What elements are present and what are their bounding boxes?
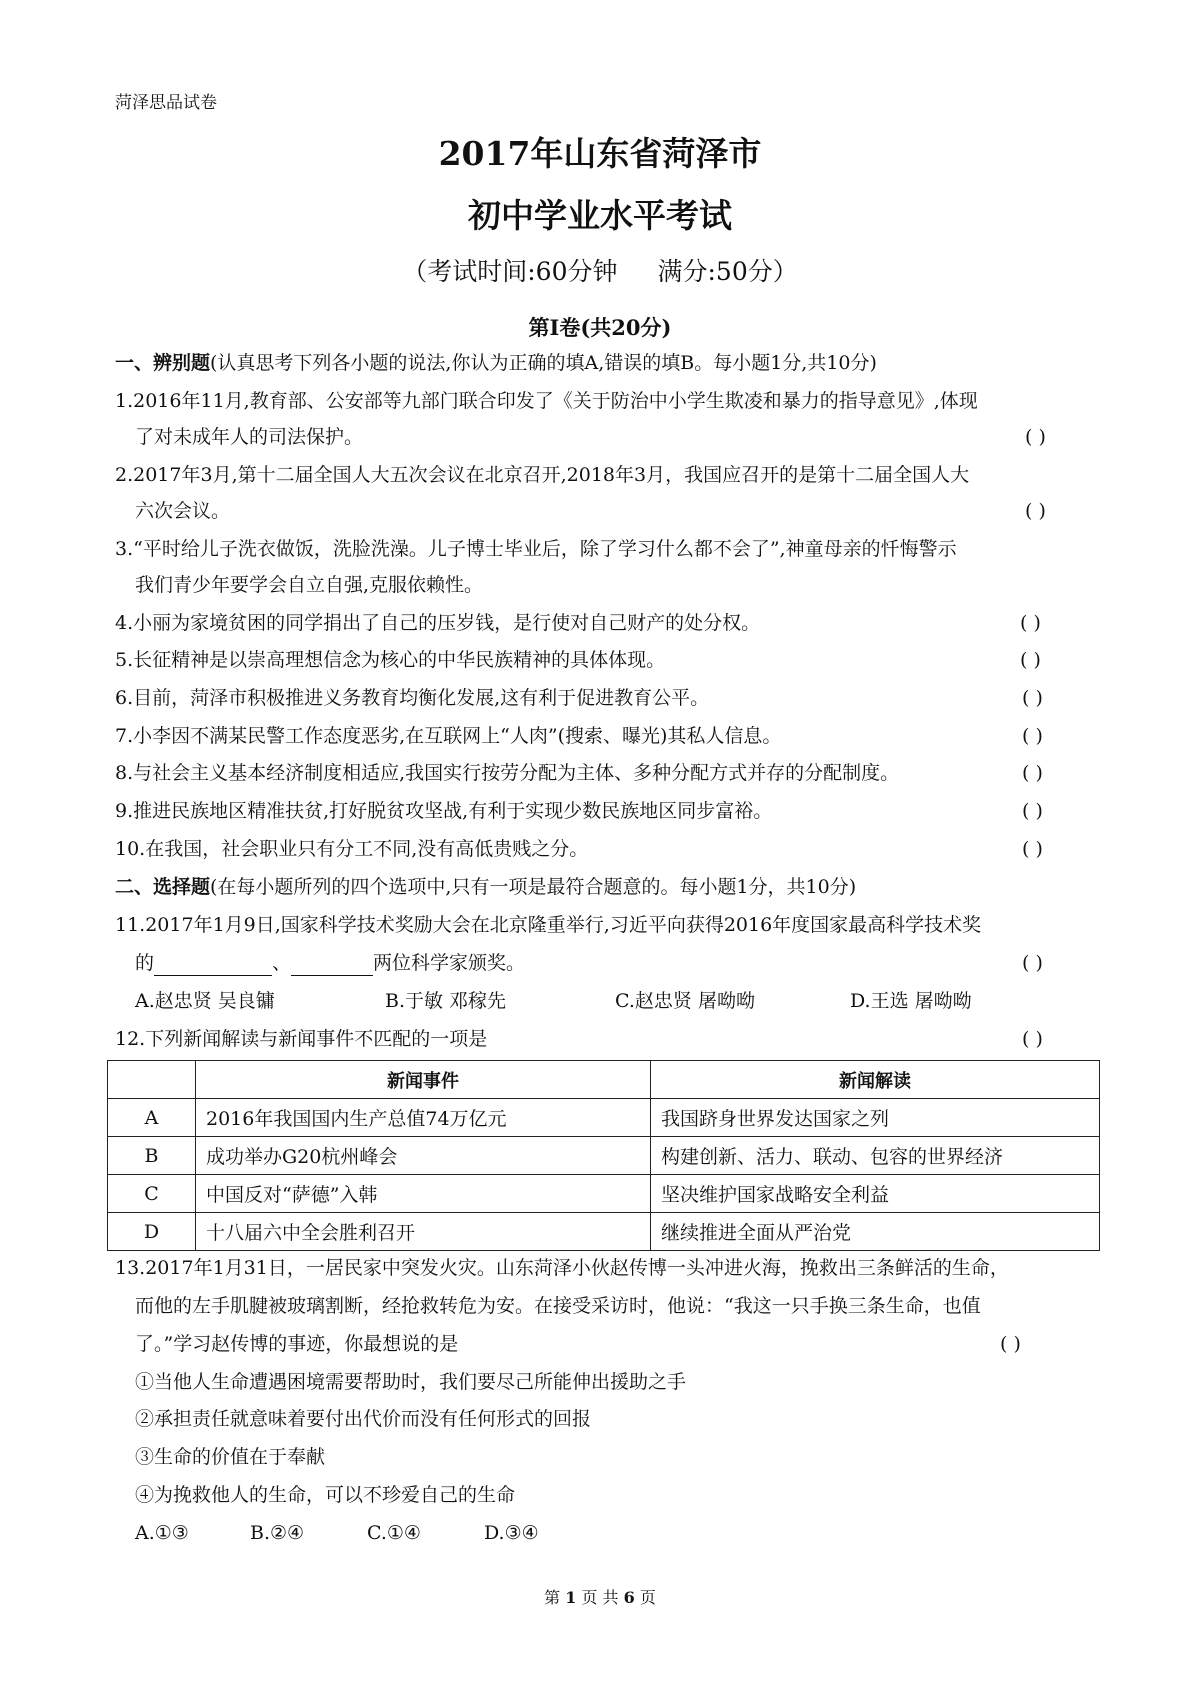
news-event: 中国反对“萨德”入韩 [196, 1175, 651, 1213]
answer-paren-8: ( ) [1022, 762, 1043, 784]
section2-heading: 二、选择题 [115, 876, 211, 898]
question-9: 9.推进民族地区精准扶贫,打好脱贫攻坚战,有利于实现少数民族地区同步富裕。 [115, 800, 773, 822]
section1-instruction: (认真思考下列各小题的说法,你认为正确的填A,错误的填B。每小题1分,共10分) [210, 352, 877, 374]
answer-paren-6: ( ) [1022, 687, 1043, 709]
answer-paren-12: ( ) [1022, 1028, 1043, 1050]
question-11-options [135, 988, 972, 1014]
header-note: 菏泽思品试卷 [115, 93, 217, 113]
question-7: 7.小李因不满某民警工作态度恶劣,在互联网上“人肉”(搜索、曝光)其私人信息。 [115, 725, 782, 747]
row-label: C [108, 1175, 196, 1213]
answer-paren-11: ( ) [1022, 952, 1043, 974]
answer-paren-10: ( ) [1022, 838, 1043, 860]
question-13-line1: 13.2017年1月31日，一居民家中突发火灾。山东菏泽小伙赵传博一头冲进火海，挽救出三条鲜活的生命， [115, 1257, 1009, 1279]
table-header-row [108, 1061, 1100, 1099]
question-2-line1: 2.2017年3月,第十二届全国人大五次会议在北京召开,2018年3月，我国应召开的是第十二届全国人大 [115, 464, 970, 486]
fill-blank-1[interactable] [154, 955, 272, 976]
question-3-line1: 3.“平时给儿子洗衣做饭，洗脸洗澡。儿子博士毕业后，除了学习什么都不会了”,神童母亲的忏悔警示 [115, 538, 957, 560]
question-3-line2: 我们青少年要学会自立自强,克服依赖性。 [135, 574, 484, 596]
section1-heading: 一、辨别题 [115, 352, 211, 374]
q11-post: 两位科学家颁奖。 [373, 952, 526, 974]
row-label: D [108, 1213, 196, 1251]
footer-pre: 第 [544, 1588, 561, 1607]
option-d: D.③④ [484, 1522, 539, 1544]
question-11-line2 [135, 950, 525, 976]
footer-mid: 页 共 [581, 1588, 619, 1607]
exam-time: （考试时间:60分钟 [402, 257, 618, 286]
question-13-line2: 而他的左手肌腱被玻璃割断，经抢救转危为安。在接受采访时，他说：“我这一只手换三条生命，也值 [135, 1295, 981, 1317]
exam-info [0, 252, 1200, 288]
option-a: A.①③ [135, 1522, 189, 1544]
statement-4: ④为挽救他人的生命，可以不珍爱自己的生命 [135, 1484, 516, 1506]
page-footer [0, 1585, 1200, 1608]
answer-paren-4: ( ) [1020, 612, 1041, 634]
question-12: 12.下列新闻解读与新闻事件不匹配的一项是 [115, 1028, 488, 1050]
statement-2: ②承担责任就意味着要付出代价而没有任何形式的回报 [135, 1408, 592, 1430]
answer-paren-9: ( ) [1022, 800, 1043, 822]
question-1-line1: 1.2016年11月,教育部、公安部等九部门联合印发了《关于防治中小学生欺凌和暴力的指导意见》,体现 [115, 390, 978, 412]
news-interpretation: 继续推进全面从严治党 [651, 1213, 1100, 1251]
question-1-line2: 了对未成年人的司法保护。 [135, 426, 364, 448]
option-b: B.②④ [250, 1522, 305, 1544]
exam-subtitle: 初中学业水平考试 [468, 196, 732, 235]
option-b: B.于敏 邓稼先 [385, 990, 507, 1012]
row-label: B [108, 1137, 196, 1175]
table-row [108, 1175, 1100, 1213]
exam-title: 2017年山东省菏泽市 [438, 134, 762, 173]
question-4: 4.小丽为家境贫困的同学捐出了自己的压岁钱，是行使对自己财产的处分权。 [115, 612, 761, 634]
section2-heading-line [115, 874, 856, 900]
question-10: 10.在我国，社会职业只有分工不同,没有高低贵贱之分。 [115, 838, 589, 860]
full-score: 满分:50分） [657, 257, 798, 286]
page-number: 1 [565, 1588, 577, 1607]
question-8: 8.与社会主义基本经济制度相适应,我国实行按劳分配为主体、多种分配方式并存的分配制度。 [115, 762, 900, 784]
question-13-line3: 了。”学习赵传博的事迹，你最想说的是 [135, 1333, 459, 1355]
news-event: 成功举办G20杭州峰会 [196, 1137, 651, 1175]
option-d: D.王选 屠呦呦 [850, 990, 972, 1012]
answer-paren-2: ( ) [1025, 500, 1046, 522]
q11-sep: 、 [272, 952, 292, 974]
question-6: 6.目前，菏泽市积极推进义务教育均衡化发展,这有利于促进教育公平。 [115, 687, 710, 709]
news-interpretation: 构建创新、活力、联动、包容的世界经济 [651, 1137, 1100, 1175]
question-11-line1: 11.2017年1月9日,国家科学技术奖励大会在北京隆重举行,习近平向获得2016年度国家最高科学技术奖 [115, 914, 982, 936]
news-interpretation: 我国跻身世界发达国家之列 [651, 1099, 1100, 1137]
table-row [108, 1213, 1100, 1251]
news-table [107, 1060, 1100, 1251]
option-c: C.赵忠贤 屠呦呦 [615, 990, 755, 1012]
table-header-event: 新闻事件 [196, 1061, 651, 1099]
table-header-empty [108, 1061, 196, 1099]
answer-paren-7: ( ) [1022, 725, 1043, 747]
fill-blank-2[interactable] [291, 955, 373, 976]
table-row [108, 1099, 1100, 1137]
option-a: A.赵忠贤 吴良镛 [135, 990, 275, 1012]
news-event: 十八届六中全会胜利召开 [196, 1213, 651, 1251]
row-label: A [108, 1099, 196, 1137]
table-row [108, 1137, 1100, 1175]
answer-paren-5: ( ) [1020, 649, 1041, 671]
section1-heading-line [115, 350, 877, 376]
news-interpretation: 坚决维护国家战略安全利益 [651, 1175, 1100, 1213]
statement-3: ③生命的价值在于奉献 [135, 1446, 326, 1468]
question-5: 5.长征精神是以崇高理想信念为核心的中华民族精神的具体体现。 [115, 649, 666, 671]
section2-instruction: (在每小题所列的四个选项中,只有一项是最符合题意的。每小题1分，共10分) [210, 876, 857, 898]
option-c: C.①④ [367, 1522, 421, 1544]
answer-paren-13: ( ) [1000, 1333, 1021, 1355]
footer-post: 页 [639, 1588, 656, 1607]
question-2-line2: 六次会议。 [135, 500, 231, 522]
q11-pre: 的 [135, 952, 155, 974]
answer-paren-1: ( ) [1025, 426, 1046, 448]
part-title: 第Ⅰ卷(共20分) [528, 315, 672, 340]
news-event: 2016年我国国内生产总值74万亿元 [196, 1099, 651, 1137]
statement-1: ①当他人生命遭遇困境需要帮助时，我们要尽己所能伸出援助之手 [135, 1371, 687, 1393]
table-header-interpretation: 新闻解读 [651, 1061, 1100, 1099]
question-13-options [135, 1520, 539, 1546]
page-total: 6 [623, 1588, 635, 1607]
